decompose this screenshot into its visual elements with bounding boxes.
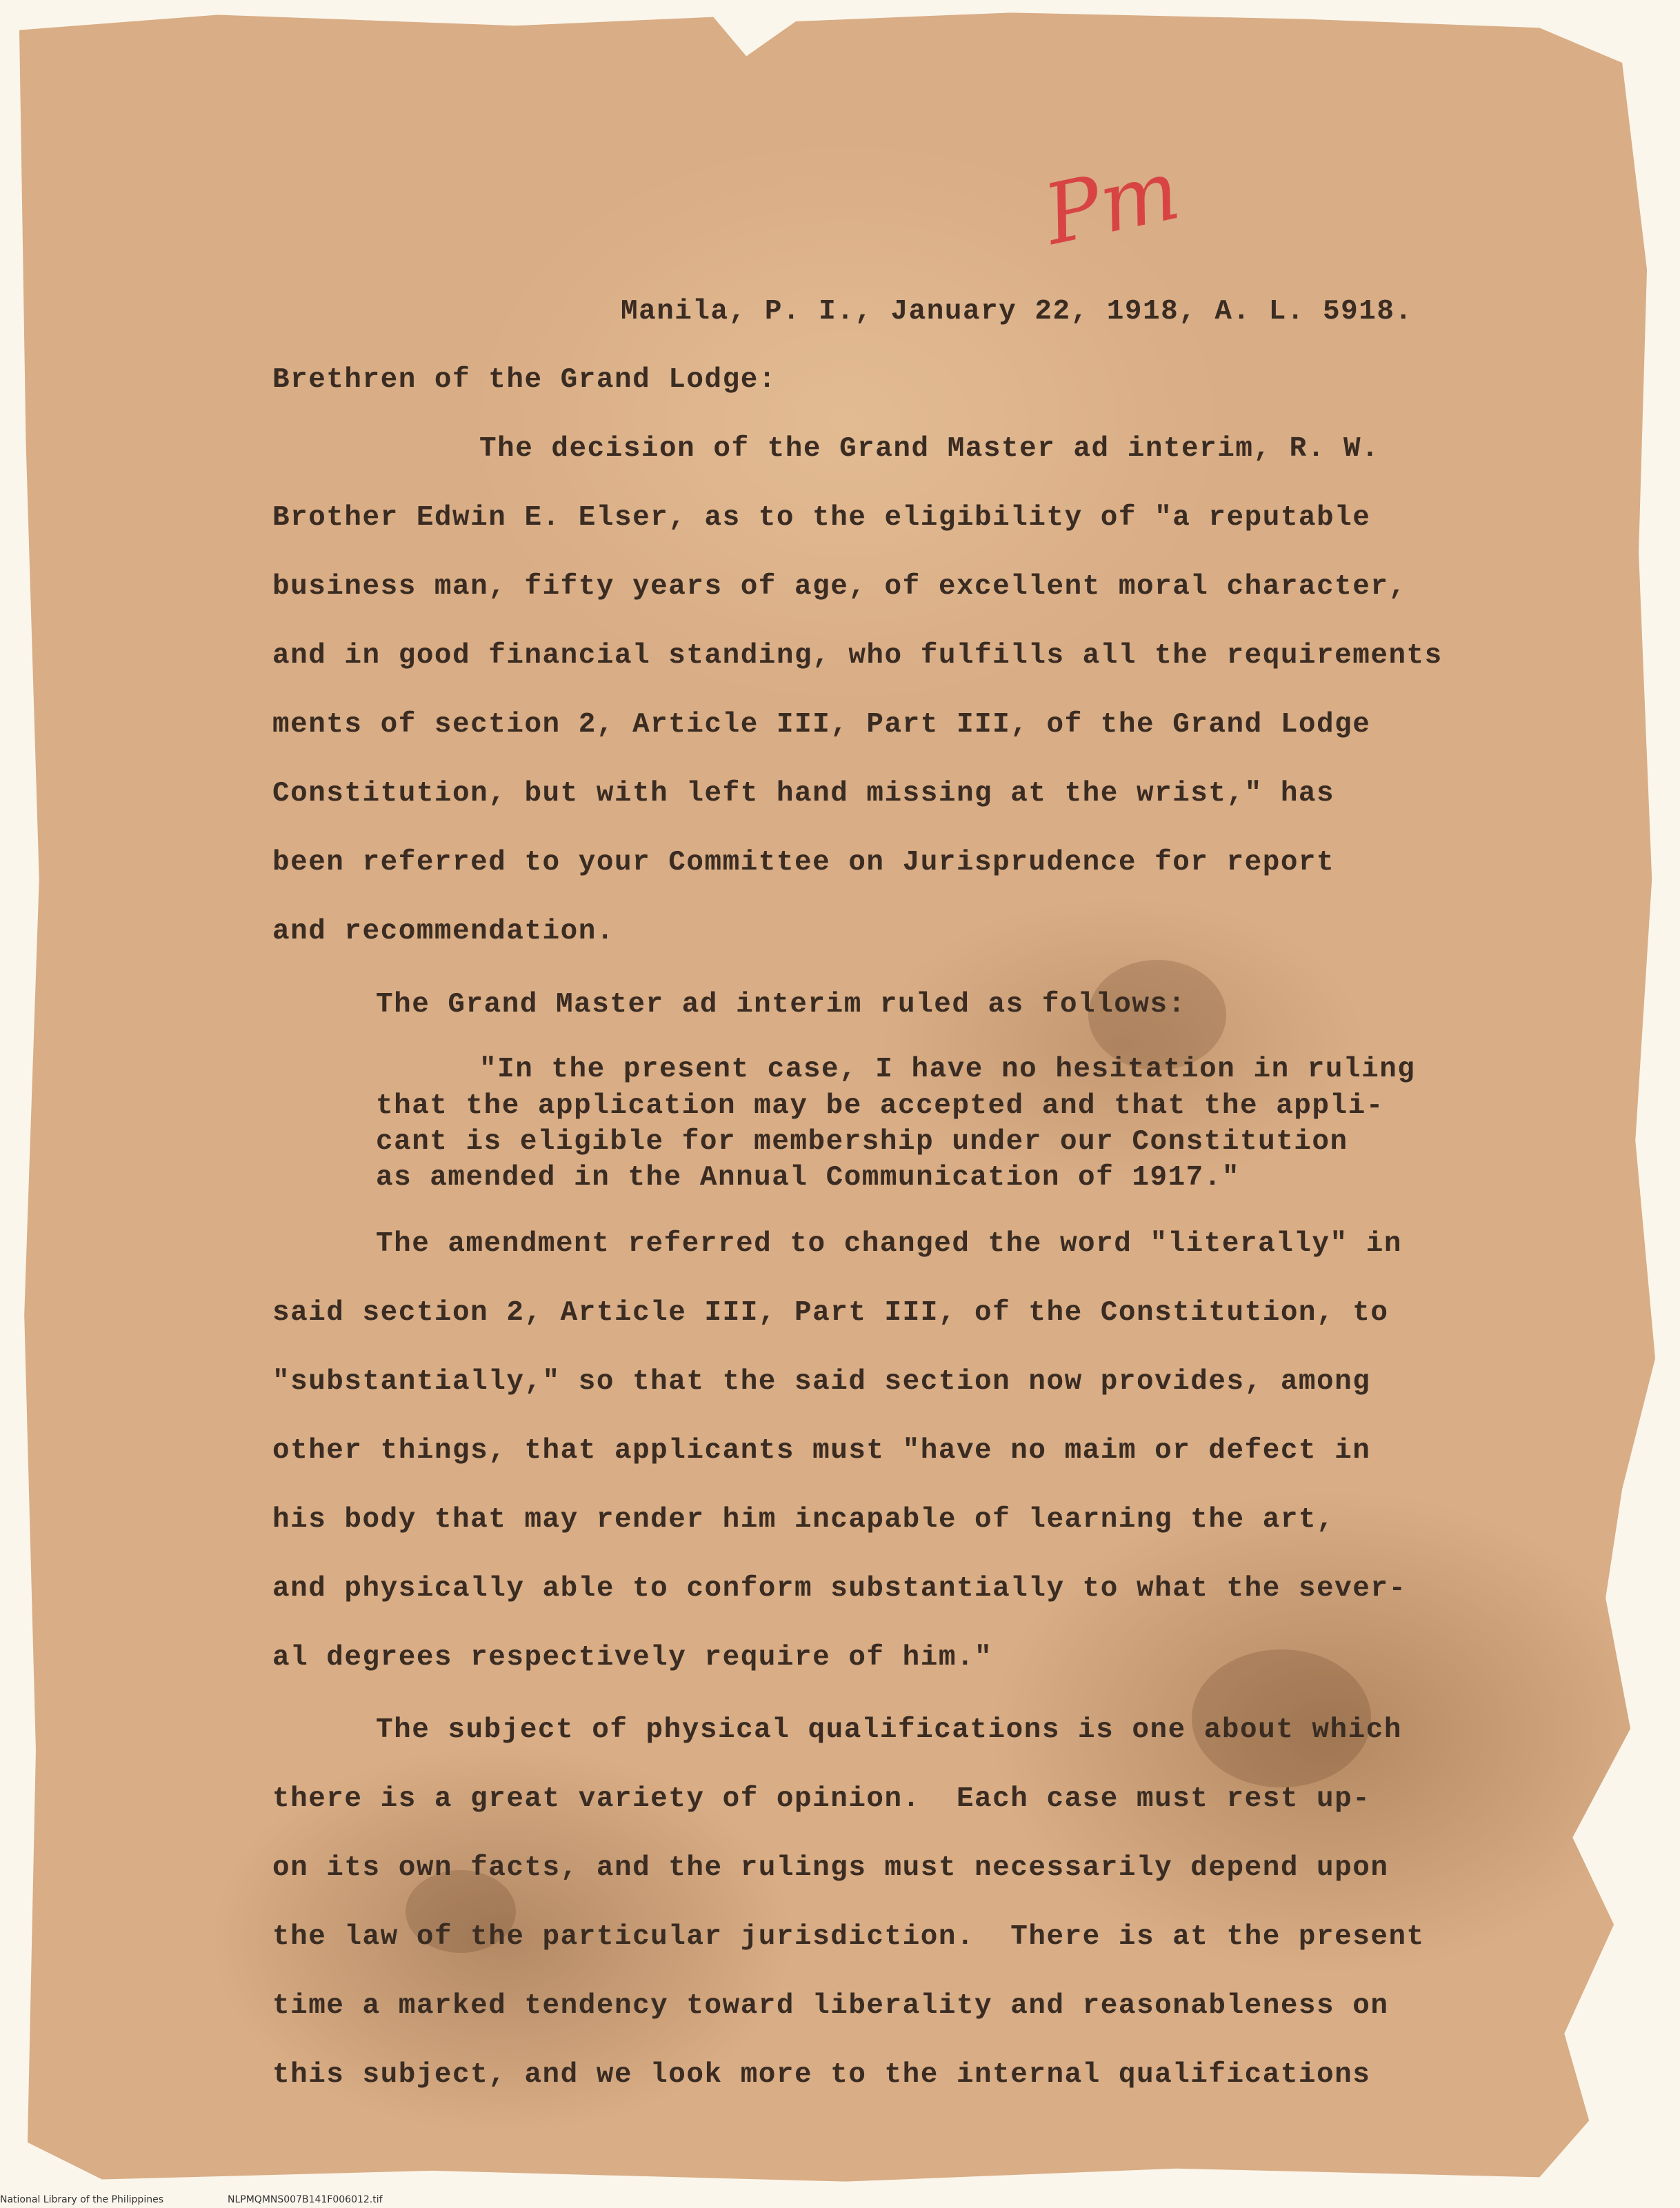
paragraph-2-line: al degrees respectively require of him." [272,1642,993,1674]
paragraph-3-line: on its own facts, and the rulings must necessarily depend upon [272,1852,1389,1884]
paragraph-3-line: time a marked tendency toward liberality and reasonableness on [272,1990,1389,2022]
paragraph-3-line: The subject of physical qualifications is one about which [376,1714,1402,1746]
archive-caption: National Library of the Philippines [0,2194,163,2205]
paragraph-2-line: other things, that applicants must "have no maim or defect in [272,1435,1371,1467]
paragraph-1-line: and in good financial standing, who fulfills all the requirements [272,640,1443,672]
ruling-intro: The Grand Master ad interim ruled as follows: [376,989,1186,1021]
paragraph-1-line: been referred to your Committee on Jurisprudence for report [272,847,1335,879]
paragraph-3-line: the law of the particular jurisdiction. There is at the present [272,1921,1425,1953]
paragraph-2-line: The amendment referred to changed the word "literally" in [376,1228,1402,1260]
paragraph-1-line: The decision of the Grand Master ad interim, R. W. [479,433,1380,465]
paragraph-2-line: and physically able to conform substantially to what the sever- [272,1573,1407,1605]
quoted-ruling-line: that the application may be accepted and that the appli- [376,1090,1384,1122]
quoted-ruling-line: as amended in the Annual Communication of 1917." [376,1162,1240,1194]
paragraph-3-line: this subject, and we look more to the internal qualifications [272,2059,1371,2091]
paragraph-1-line: Brother Edwin E. Elser, as to the eligibility of "a reputable [272,502,1371,534]
paragraph-3-line: there is a great variety of opinion. Each case must rest up- [272,1783,1371,1815]
paragraph-1-line: Constitution, but with left hand missing at the wrist," has [272,778,1335,810]
dateline: Manila, P. I., January 22, 1918, A. L. 5918. [621,296,1413,328]
paragraph-2-line: his body that may render him incapable of learning the art, [272,1504,1335,1536]
quoted-ruling-line: cant is eligible for membership under our Constitution [376,1126,1348,1158]
paragraph-1-line: and recommendation. [272,916,614,947]
red-pencil-annotation: Pm [1036,142,1188,264]
quoted-ruling-line: "In the present case, I have no hesitation in ruling [479,1054,1416,1085]
paragraph-1-line: ments of section 2, Article III, Part III, of the Grand Lodge [272,709,1371,741]
paragraph-2-line: "substantially," so that the said section now provides, among [272,1366,1371,1398]
archive-filename: NLPMQMNS007B141F006012.tif [228,2194,383,2205]
salutation: Brethren of the Grand Lodge: [272,364,777,396]
paragraph-2-line: said section 2, Article III, Part III, of the Constitution, to [272,1297,1389,1329]
paragraph-1-line: business man, fifty years of age, of excellent moral character, [272,571,1407,603]
